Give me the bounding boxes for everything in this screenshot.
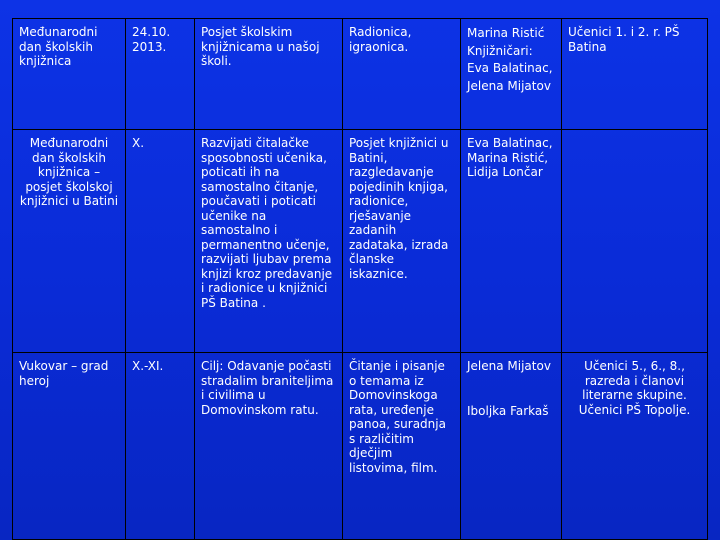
participants-cell [562,130,708,353]
table-row [13,19,708,130]
activity-plan-table [12,18,708,540]
activity-cell: Posjet knjižnici u Batini, razgledavanje pojedinih knjiga, radionice, rješavanje zadanih zadataka, izrada članske iskaznice. [343,130,461,353]
date-cell: X. [126,130,195,353]
event-cell: Međunarodni dan školskih knjižnica [13,19,126,130]
holders-cell: Eva Balatinac, Marina Ristić, Lidija Lončar [461,130,562,353]
holder-name: Jelena Mijatov [467,359,551,373]
event-cell: Vukovar – grad heroj [13,353,126,540]
activity-cell: Čitanje i pisanje o temama iz Domovinskoga rata, uređenje panoa, suradnja s različitim dječjim listovima, film. [343,353,461,540]
goal-cell: Cilj: Odavanje počasti stradalim braniteljima i civilima u Domovinskom ratu. [195,353,343,540]
holder-name: Iboljka Farkaš [467,403,549,418]
holders-cell [461,353,562,540]
holders-cell [461,19,562,130]
table-row [13,353,708,540]
goal-cell: Razvijati čitalačke sposobnosti učenika, poticati ih na samostalno čitanje, poučavati i poticati učenike na samostalno i permanentno učenje, razvijati ljubav prema knjizi kroz predavanje i radionice u knjižnici PŠ Batina . [195,130,343,353]
table-row [13,130,708,353]
participants-cell: Učenici 5., 6., 8., razreda i članovi literarne skupine. Učenici PŠ Topolje. [562,353,708,540]
participants-cell: Učenici 1. i 2. r. PŠ Batina [562,19,708,130]
date-cell: 24.10. 2013. [126,19,195,130]
activity-cell: Radionica, igraonica. [343,19,461,130]
holders-text: Marina Ristić Knjižničari: Eva Balatinac, Jelena Mijatov [467,26,553,93]
event-cell: Međunarodni dan školskih knjižnica – posjet školskoj knjižnici u Batini [13,130,126,353]
goal-cell: Posjet školskim knjižnicama u našoj školi. [195,19,343,130]
date-cell: X.-XI. [126,353,195,540]
